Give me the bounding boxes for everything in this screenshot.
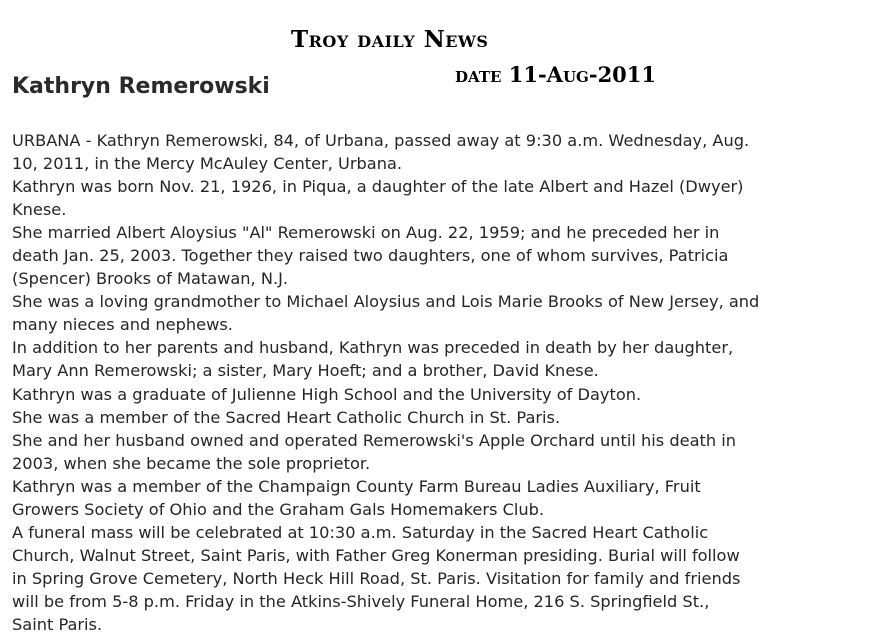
body-line: She married Albert Aloysius "Al" Remerowski on Aug. 22, 1959; and he preceded her in (12, 223, 720, 243)
body-line: Saint Paris. (12, 614, 103, 634)
body-line: (Spencer) Brooks of Matawan, N.J. (12, 269, 289, 289)
body-line: She and her husband owned and operated Remerowski's Apple Orchard until his death in (12, 430, 737, 450)
obituary-headline: Kathryn Remerowski (12, 74, 270, 99)
obituary-body (12, 129, 890, 636)
body-line: Growers Society of Ohio and the Graham Gals Homemakers Club. (12, 499, 545, 519)
body-line: Church, Walnut Street, Saint Paris, with Father Greg Konerman presiding. Burial will follow (12, 545, 740, 565)
body-line: in Spring Grove Cemetery, North Heck Hill Road, St. Paris. Visitation for family and friends (12, 568, 741, 588)
body-line: death Jan. 25, 2003. Together they raised two daughters, one of whom survives, Patricia (12, 246, 729, 266)
body-line: Kathryn was born Nov. 21, 1926, in Piqua, a daughter of the late Albert and Hazel (Dwyer) (12, 177, 744, 197)
body-line: URBANA - Kathryn Remerowski, 84, of Urbana, passed away at 9:30 a.m. Wednesday, Aug. (12, 131, 750, 150)
body-line: Mary Ann Remerowski; a sister, Mary Hoeft; and a brother, David Knese. (12, 361, 599, 381)
body-line: will be from 5-8 p.m. Friday in the Atkins-Shively Funeral Home, 216 S. Springfield St., (12, 591, 710, 611)
body-line: In addition to her parents and husband, Kathryn was preceded in death by her daughter, (12, 338, 734, 358)
publication-date: date 11-Aug-2011 (455, 62, 657, 87)
body-line: 2003, when she became the sole proprietor. (12, 453, 371, 473)
body-line: Kathryn was a graduate of Julienne High School and the University of Dayton. (12, 384, 642, 404)
newspaper-name: Troy daily News (291, 26, 489, 53)
body-line: Knese. (12, 200, 67, 220)
body-line: She was a member of the Sacred Heart Catholic Church in St. Paris. (12, 407, 561, 427)
body-line: She was a loving grandmother to Michael Aloysius and Lois Marie Brooks of New Jersey, and (12, 292, 760, 312)
body-line: many nieces and nephews. (12, 315, 233, 335)
body-line: A funeral mass will be celebrated at 10:30 a.m. Saturday in the Sacred Heart Catholic (12, 522, 709, 542)
body-line: 10, 2011, in the Mercy McAuley Center, Urbana. (12, 154, 403, 174)
body-line: Kathryn was a member of the Champaign County Farm Bureau Ladies Auxiliary, Fruit (12, 476, 701, 496)
